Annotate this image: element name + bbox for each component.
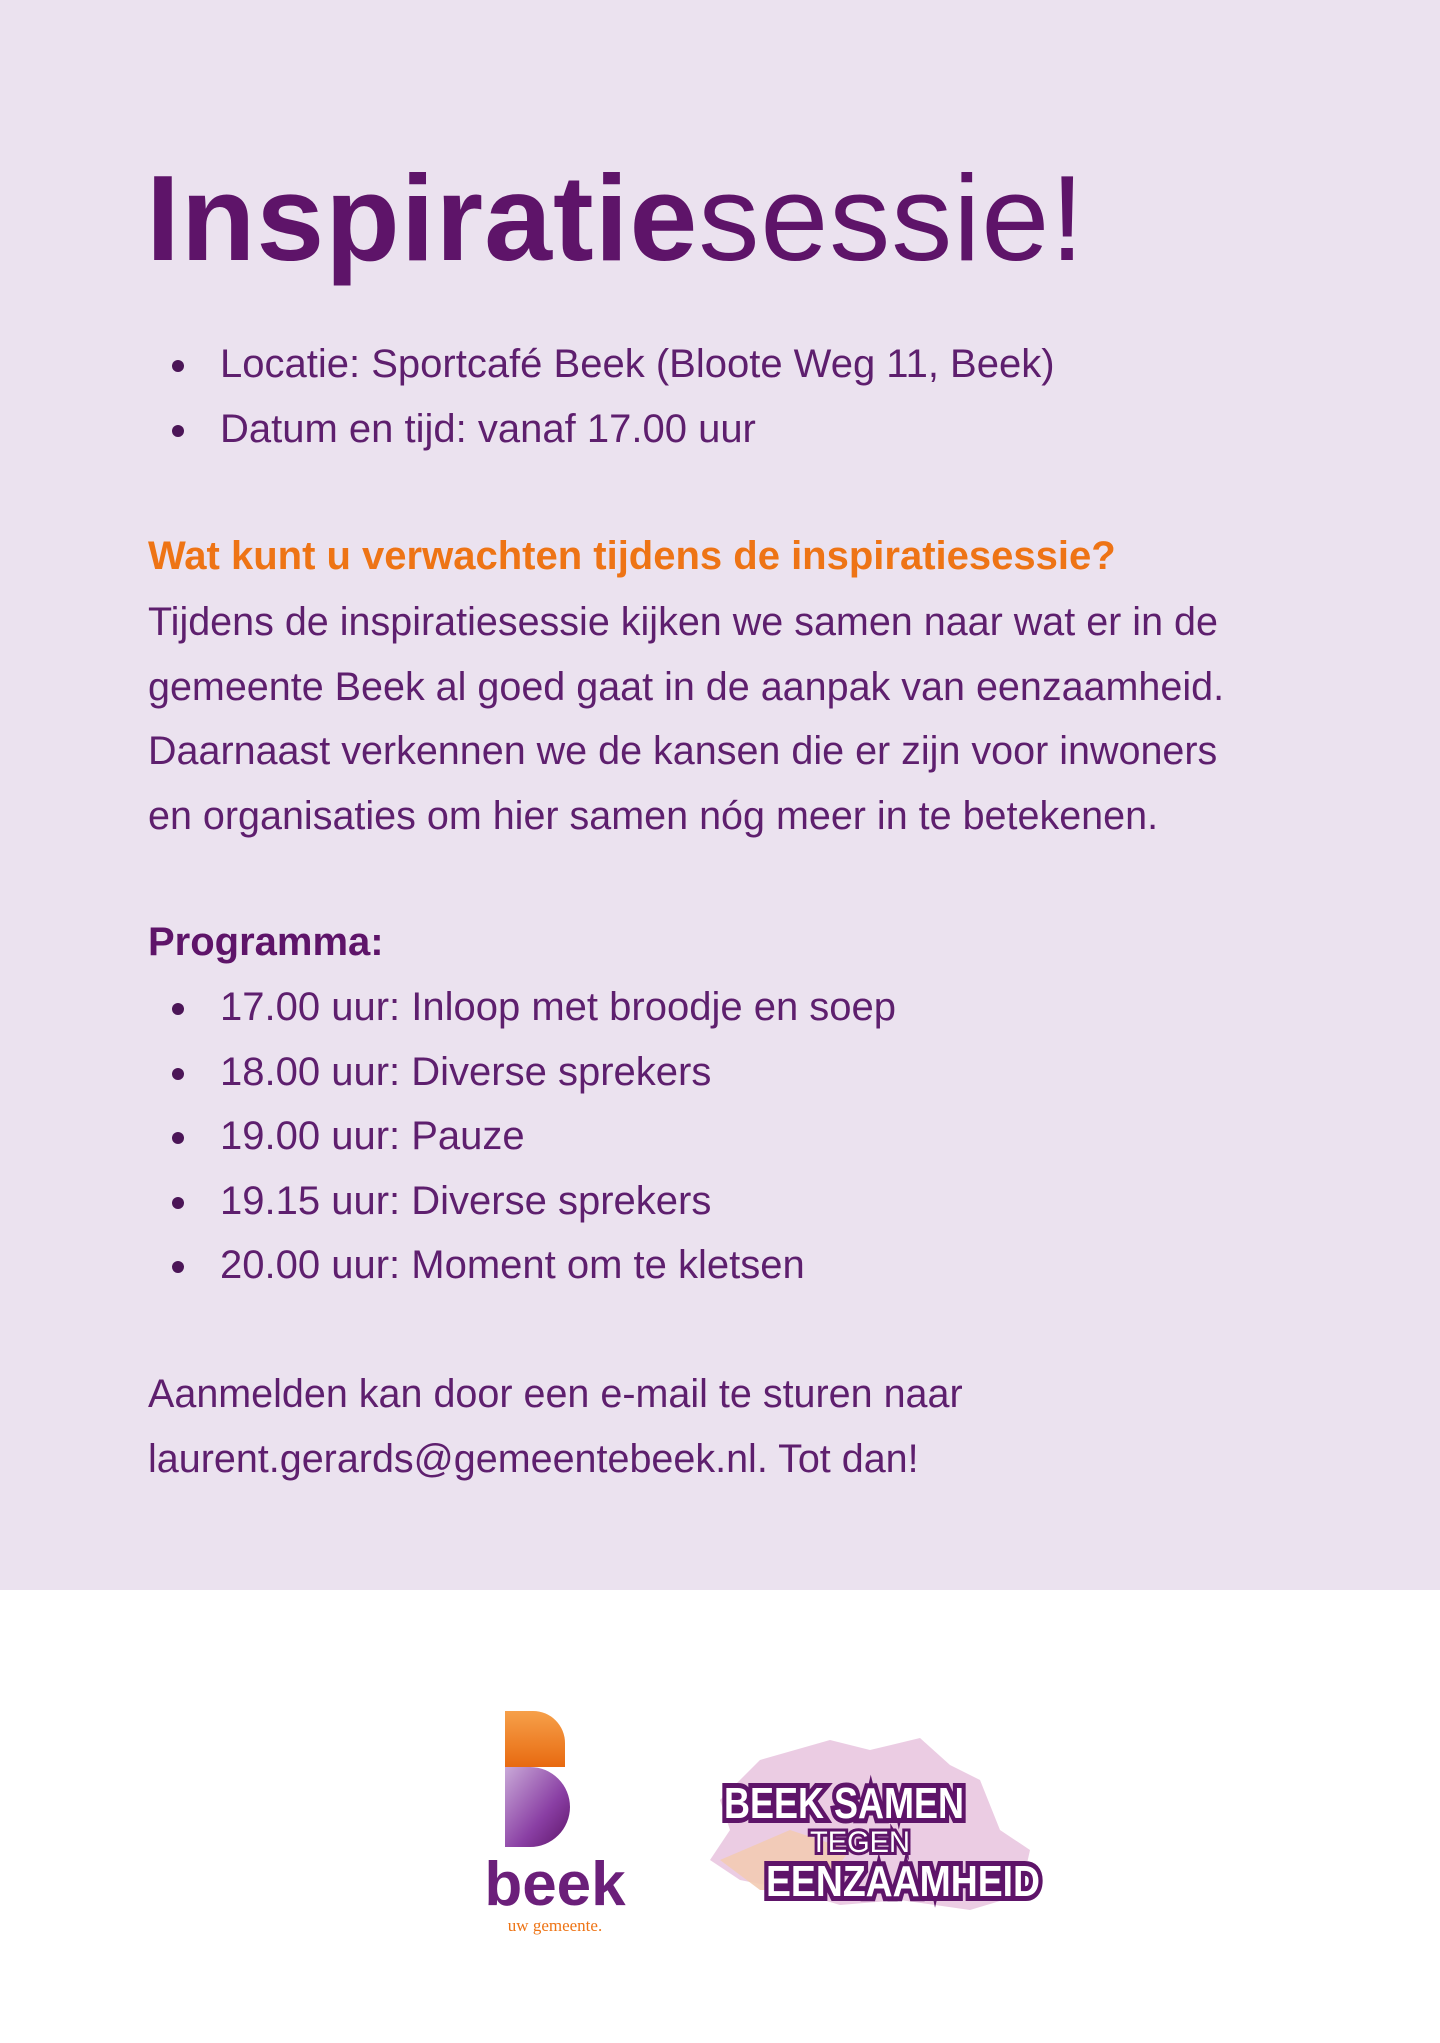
program-item: 19.00 uur: Pauze bbox=[170, 1104, 896, 1169]
event-info-list bbox=[170, 332, 1055, 461]
page-title bbox=[146, 148, 1085, 288]
program-item: 18.00 uur: Diverse sprekers bbox=[170, 1040, 896, 1105]
program-list bbox=[170, 975, 896, 1298]
info-date-time: Datum en tijd: vanaf 17.00 uur bbox=[170, 397, 1055, 462]
beek-logo-purple-shape bbox=[505, 1767, 570, 1847]
program-item: 20.00 uur: Moment om te kletsen bbox=[170, 1233, 896, 1298]
description-line: gemeente Beek al goed gaat in de aanpak van eenzaamheid. bbox=[148, 664, 1225, 709]
signup-line: laurent.gerards@gemeentebeek.nl. Tot dan! bbox=[148, 1436, 919, 1481]
info-location: Locatie: Sportcafé Beek (Bloote Weg 11, Beek) bbox=[170, 332, 1055, 397]
expectation-heading: Wat kunt u verwachten tijdens de inspiratiesessie? bbox=[148, 534, 1116, 578]
title-light: sessie! bbox=[698, 150, 1086, 286]
description-paragraph bbox=[148, 590, 1308, 848]
program-item: 19.15 uur: Diverse sprekers bbox=[170, 1169, 896, 1234]
signup-line: Aanmelden kan door een e-mail te sturen naar bbox=[148, 1372, 963, 1416]
beek-logo bbox=[460, 1705, 650, 1935]
beek-logo-tagline: uw gemeente. bbox=[507, 1916, 603, 1935]
program-heading: Programma: bbox=[148, 920, 384, 964]
samen-logo-line3: EENZAAMHEID bbox=[766, 1857, 1040, 1906]
samen-tegen-eenzaamheid-logo bbox=[700, 1720, 1050, 1920]
description-line: Daarnaast verkennen we de kansen die er zijn voor inwoners bbox=[148, 729, 1218, 773]
beek-logo-wordmark: beek bbox=[484, 1850, 626, 1919]
samen-logo-line2: TEGEN bbox=[810, 1826, 910, 1859]
title-bold: Inspiratie bbox=[146, 150, 699, 286]
signup-text bbox=[148, 1362, 963, 1491]
program-item: 17.00 uur: Inloop met broodje en soep bbox=[170, 975, 896, 1040]
description-line: Tijdens de inspiratiesessie kijken we samen naar wat er in de bbox=[148, 600, 1218, 644]
description-line: en organisaties om hier samen nóg meer in te betekenen. bbox=[148, 793, 1159, 838]
samen-logo-line1: BEEK SAMEN bbox=[724, 1779, 964, 1828]
beek-logo-orange-shape bbox=[505, 1711, 565, 1767]
